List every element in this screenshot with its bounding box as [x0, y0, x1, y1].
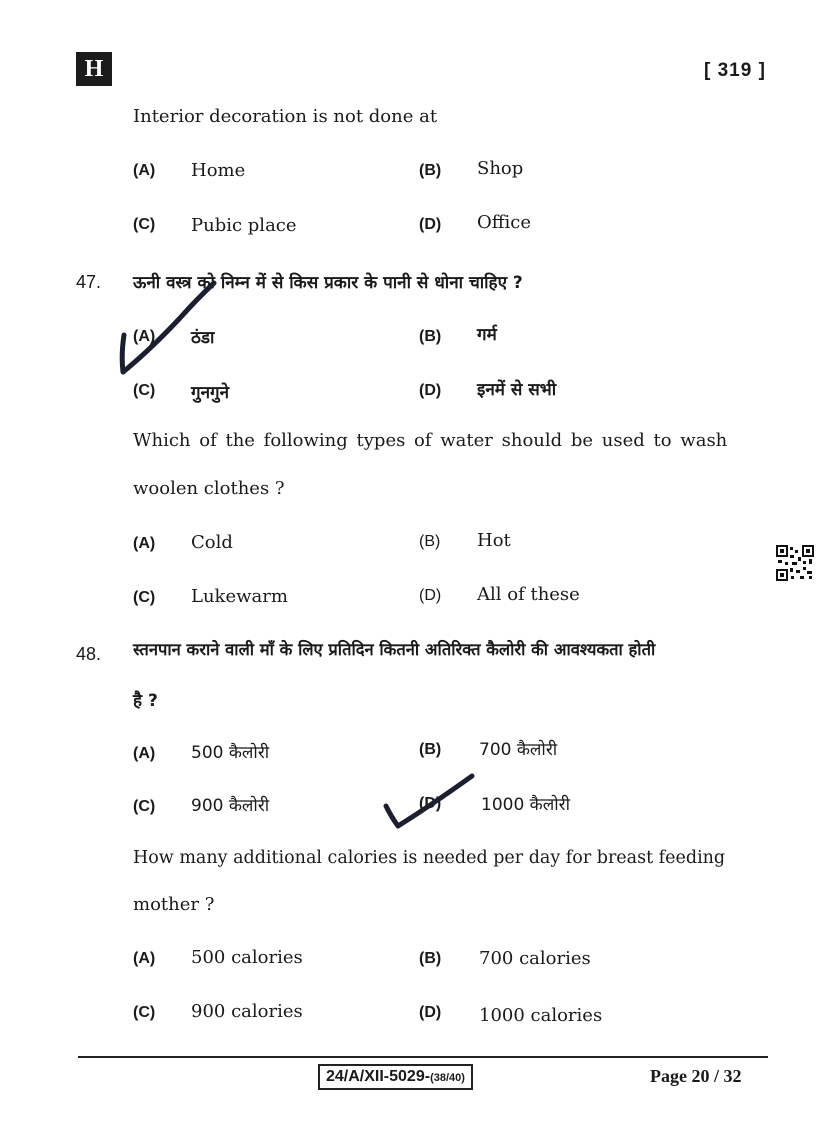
paper-code: 24/A/XII-5029-: [326, 1068, 431, 1085]
q48-en-option-d-label: (D): [419, 1004, 442, 1021]
q48-hi-option-b: 700 कैलोरी: [479, 740, 558, 760]
q47-en-option-a: Cold: [191, 532, 233, 553]
q48-en-option-b-label: (B): [419, 950, 442, 967]
q48-question-hi-line1: स्तनपान कराने वाली माँ के लिए प्रतिदिन कितनी अतिरिक्त कैलोरी की आवश्यकता होती: [133, 640, 656, 659]
q47-hi-option-b: गर्म: [477, 325, 497, 345]
q48-en-option-b: 700 calories: [479, 948, 591, 969]
q47-hi-option-c: गुनगुने: [191, 383, 230, 403]
q47-en-option-b-label: (B): [419, 533, 441, 550]
q46-question-en: Interior decoration is not done at: [133, 106, 438, 127]
q48-question-en-line2: mother ?: [133, 894, 215, 915]
q47-en-option-d: All of these: [477, 584, 580, 605]
q48-hi-option-b-label: (B): [419, 741, 442, 758]
q48-en-option-c-label: (C): [133, 1004, 156, 1021]
q47-en-option-c: Lukewarm: [191, 586, 288, 607]
q47-en-option-b: Hot: [477, 530, 511, 551]
q47-tick-mark: [122, 283, 214, 372]
q48-en-option-a: 500 calories: [191, 947, 303, 968]
q47-hi-option-b-label: (B): [419, 328, 442, 345]
q47-hi-option-c-label: (C): [133, 382, 156, 399]
page-number: Page 20 / 32: [650, 1066, 742, 1086]
q48-hi-option-d-label: (D): [419, 795, 442, 812]
paper-code-suffix: (38/40): [430, 1072, 465, 1084]
q46-option-c: Pubic place: [191, 215, 297, 236]
q48-number: 48.: [76, 644, 102, 664]
q47-question-en-line1: Which of the following types of water should be used to wash: [133, 430, 728, 451]
q46-option-d-label: (D): [419, 216, 442, 233]
q48-hi-option-c-label: (C): [133, 798, 156, 815]
q47-hi-option-d-label: (D): [419, 382, 442, 399]
q46-option-a: Home: [191, 160, 246, 181]
q48-hi-option-a: 500 कैलोरी: [191, 743, 270, 763]
q48-question-en-line1: How many additional calories is needed per day for breast feeding: [133, 848, 726, 868]
q47-en-option-d-label: (D): [419, 587, 442, 604]
paper-number: [ 319 ]: [704, 60, 766, 81]
q47-hi-option-a: ठंडा: [191, 328, 215, 348]
q48-hi-option-c: 900 कैलोरी: [191, 796, 270, 816]
set-badge: H: [76, 52, 112, 86]
q46-option-c-label: (C): [133, 216, 156, 233]
q46-option-b-label: (B): [419, 162, 442, 179]
q47-hi-option-d: इनमें से सभी: [477, 380, 557, 400]
q48-tick-mark: [386, 776, 472, 826]
q46-option-b: Shop: [477, 158, 524, 179]
q48-en-option-d: 1000 calories: [479, 1005, 603, 1026]
q46-option-a-label: (A): [133, 162, 156, 179]
q47-hi-option-a-label: (A): [133, 328, 156, 345]
q48-question-hi-line2: है ?: [133, 691, 158, 711]
q48-hi-option-a-label: (A): [133, 745, 156, 762]
q48-hi-option-d: 1000 कैलोरी: [481, 795, 571, 815]
q47-question-hi: ऊनी वस्त्र को निम्न में से किस प्रकार के पानी से धोना चाहिए ?: [133, 273, 523, 293]
q46-option-d: Office: [477, 212, 532, 233]
q48-en-option-c: 900 calories: [191, 1001, 303, 1022]
q47-en-option-c-label: (C): [133, 589, 156, 606]
q48-en-option-a-label: (A): [133, 950, 156, 967]
q47-number: 47.: [76, 272, 102, 292]
q47-en-option-a-label: (A): [133, 535, 156, 552]
q47-question-en-line2: woolen clothes ?: [133, 478, 285, 499]
